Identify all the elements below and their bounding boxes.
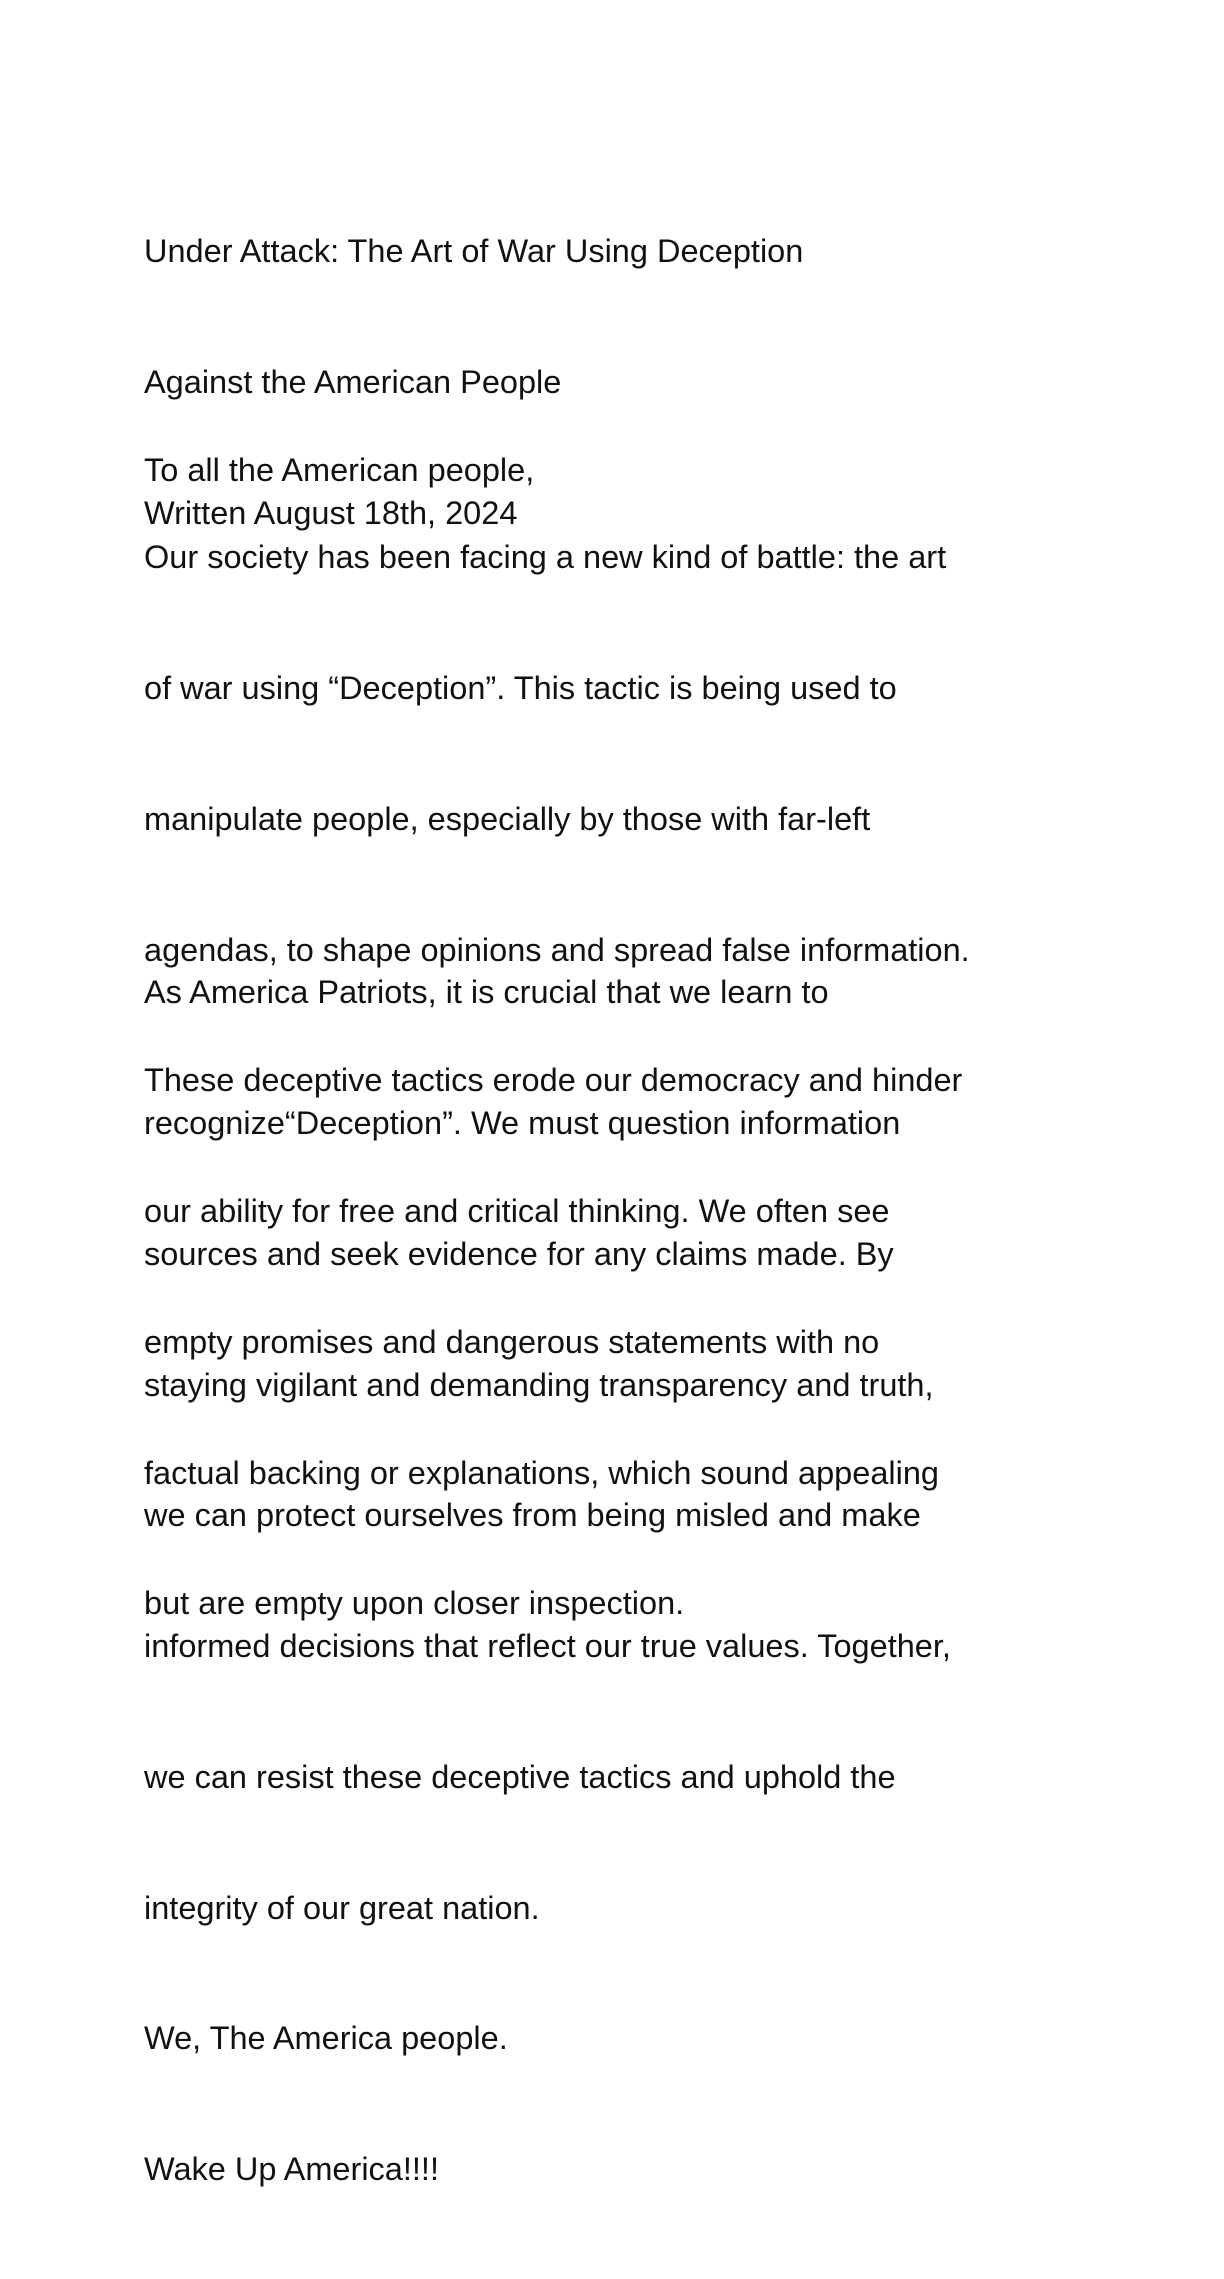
paragraph-1-line: These deceptive tactics erode our democracy and hinder xyxy=(144,1062,963,1099)
paragraph-2-line: sources and seek evidence for any claims made. By xyxy=(144,1235,894,1272)
paragraph-1-line: manipulate people, especially by those with far-left xyxy=(144,800,871,837)
paragraph-2-line: staying vigilant and demanding transparency and truth, xyxy=(144,1366,934,1403)
paragraph-1-line: our ability for free and critical thinking. We often see xyxy=(144,1193,890,1230)
paragraph-1-line: empty promises and dangerous statements with no xyxy=(144,1323,880,1360)
paragraph-2-line: As America Patriots, it is crucial that we learn to xyxy=(144,974,829,1011)
paragraph-1-line: factual backing or explanations, which sound appealing xyxy=(144,1454,939,1491)
date-line: Written August 18th, 2024 xyxy=(144,494,518,531)
paragraph-1-line: but are empty upon closer inspection. xyxy=(144,1585,685,1622)
paragraph-1-line: Our society has been facing a new kind of battle: the art xyxy=(144,539,947,576)
paragraph-2-line: informed decisions that reflect our true values. Together, xyxy=(144,1628,951,1665)
title-line-1: Under Attack: The Art of War Using Deception xyxy=(144,233,804,270)
paragraph-2-line: we can resist these deceptive tactics and uphold the xyxy=(144,1758,896,1795)
paragraph-2 xyxy=(144,884,1084,2279)
signature-line: We, The America people. xyxy=(144,2020,508,2057)
paragraph-2-line: we can protect ourselves from being misled and make xyxy=(144,1497,921,1534)
salutation: To all the American people, xyxy=(144,452,535,489)
paragraph-2-line: recognize“Deception”. We must question information xyxy=(144,1104,901,1141)
paragraph-2-line: integrity of our great nation. xyxy=(144,1889,540,1926)
final-line: Wake Up America!!!! xyxy=(144,2151,439,2188)
title-line-2: Against the American People xyxy=(144,363,562,400)
paragraph-1-line: agendas, to shape opinions and spread false information. xyxy=(144,931,970,968)
paragraph-1-line: of war using “Deception”. This tactic is being used to xyxy=(144,669,897,706)
